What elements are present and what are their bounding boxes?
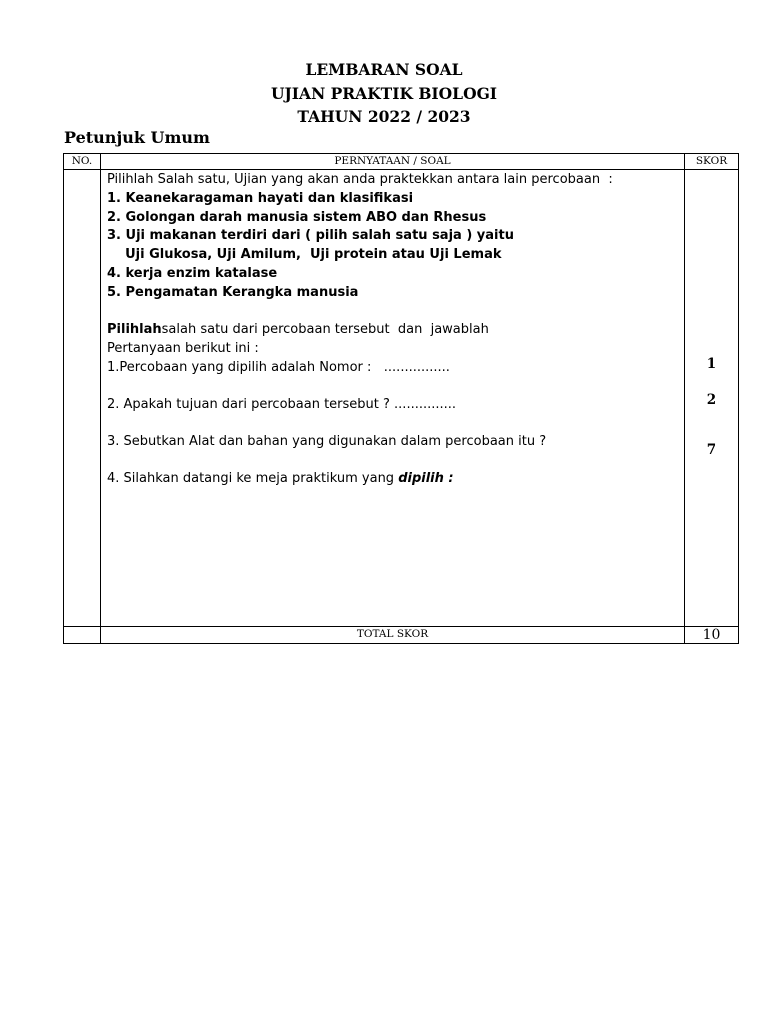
table-body-row	[64, 170, 739, 627]
no-cell	[64, 170, 101, 627]
total-value: 10	[685, 627, 739, 644]
total-row	[64, 627, 739, 644]
header-no: NO.	[64, 154, 101, 170]
option-2: 2. Golongan darah manusia sistem ABO dan Rhesus	[107, 209, 487, 225]
option-5: 5. Pengamatan Kerangka manusia	[107, 284, 359, 300]
option-3-detail: Uji Glukosa, Uji Amilum, Uji protein atau Uji Lemak	[107, 247, 502, 263]
question-4	[107, 470, 684, 489]
header-question: PERNYATAAN / SOAL	[101, 154, 685, 170]
option-3: 3. Uji makanan terdiri dari ( pilih salah satu saja ) yaitu	[107, 228, 514, 244]
instruction-line-1	[107, 321, 684, 340]
header-score: SKOR	[685, 154, 739, 170]
section-heading: Petunjuk Umum	[64, 128, 210, 147]
title-line-2: UJIAN PRAKTIK BIOLOGI	[270, 83, 498, 103]
document-title	[0, 58, 768, 129]
question-1: 1.Percobaan yang dipilih adalah Nomor : ................	[107, 359, 450, 375]
score-value-1: 1	[706, 356, 717, 372]
score-cell	[685, 170, 739, 627]
total-label: TOTAL SKOR	[101, 627, 685, 644]
score-value-2: 2	[706, 392, 717, 408]
option-4: 4. kerja enzim katalase	[107, 265, 278, 281]
instruction-line-2: Pertanyaan berikut ini :	[107, 341, 259, 357]
score-value-3: 7	[706, 442, 717, 458]
option-1: 1. Keanekaragaman hayati dan klasifikasi	[107, 190, 414, 206]
intro-text: Pilihlah Salah satu, Ujian yang akan anda praktekkan antara lain percobaan :	[107, 172, 613, 187]
question-cell	[101, 170, 685, 627]
table-header-row	[64, 154, 739, 170]
question-3: 3. Sebutkan Alat dan bahan yang digunakan dalam percobaan itu ?	[107, 434, 547, 450]
instruction-rest: salah satu dari percobaan tersebut dan jawablah	[161, 322, 489, 338]
title-line-1: LEMBARAN SOAL	[305, 60, 463, 79]
instruction-bold: Pilihlah	[107, 322, 162, 338]
question-table	[63, 153, 739, 644]
title-line-3: TAHUN 2022 / 2023	[297, 107, 471, 126]
question-2: 2. Apakah tujuan dari percobaan tersebut ? ...............	[107, 397, 457, 413]
total-no-cell	[64, 627, 101, 644]
question-4-emphasis: dipilih :	[398, 471, 454, 487]
question-4-text: 4. Silahkan datangi ke meja praktikum yang	[107, 471, 399, 487]
